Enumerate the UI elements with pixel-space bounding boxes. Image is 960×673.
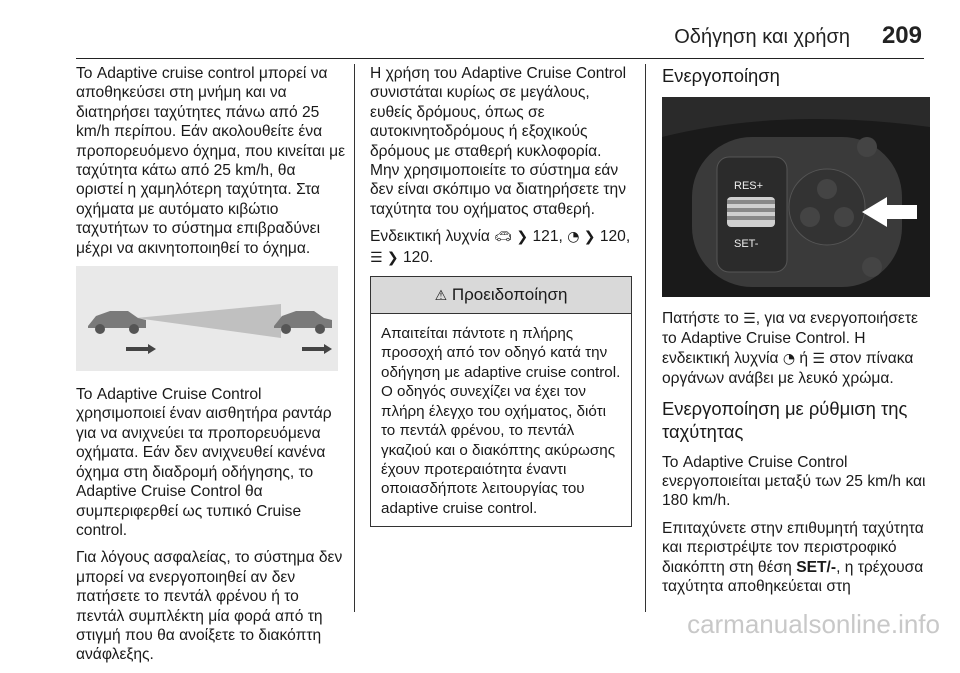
adaptive-cruise-button-icon: ☰	[743, 311, 756, 327]
paragraph: Η χρήση του Adaptive Cruise Control συνιστάται κυρίως σε μεγάλους, ευθείς δρόμους, όπως σε αυτοκινητοδρόμους ή εξοχικούς δρόμους με σταθερή κυκλοφορία. Μην χρησιμοποιείτε το σύστημα εάν δεν είναι σκόπιμο να διατηρήσετε την ταχύτητα του οχήματος σταθερή.	[370, 65, 627, 218]
warning-header: ⚠ Προειδοποίηση	[371, 277, 631, 314]
page-number: 209	[881, 22, 922, 49]
indicator-reference: Ενδεικτική λυχνία 🚗︎ ❯ 121, ◔ ❯ 120, ☰ ❯ 120.	[370, 228, 631, 266]
paragraph: Επιταχύνετε στην επιθυμητή ταχύτητα και περιστρέψτε τον περιστροφικό διακόπτη στη θέση SET/-, η τρέχουσα ταχύτητα αποθηκεύεται στη	[662, 519, 924, 596]
paragraph: Το Adaptive Cruise Control ενεργοποιείται μεταξύ των 25 km/h και 180 km/h.	[662, 453, 926, 510]
column-divider	[645, 64, 646, 612]
radar-car-diagram	[76, 266, 338, 371]
cruise-indicator-icon: ◔	[782, 350, 796, 367]
arrow-icon: ❯	[516, 229, 529, 246]
warning-text: Απαιτείται πάντοτε η πλήρης προσοχή από τον οδηγό κατά την οδήγηση με adaptive cruise control. Ο οδηγός συνεχίζει να έχει τον πλήρη έλεγχο του οχήματος, διότι το πεντάλ φρένου, το πεντάλ γκαζιού και ο διακόπτης ακύρωσης έχουν προτεραιότητα έναντι οποιασδήποτε λειτουργίας του adaptive cruise control.	[381, 325, 621, 517]
set-label: SET-	[734, 238, 759, 250]
section-heading: Ενεργοποίηση με ρύθμιση της ταχύτητας	[662, 397, 908, 442]
page-title: Οδήγηση και χρήση	[674, 26, 850, 48]
cruise-indicator-icon: ◔	[567, 229, 580, 246]
paragraph: Το Adaptive Cruise Control χρησιμοποιεί έναν αισθητήρα ραντάρ για να ανιχνεύει τα προπορευόμενα οχήματα. Εάν δεν ανιχνευθεί κανένα όχημα στη διαδρομή οδήγησης, το Adaptive Cruise Control θα συμπεριφερθεί ως τυπικό Cruise control.	[76, 386, 332, 539]
steering-wheel-controls-image	[662, 97, 930, 297]
paragraph: Πατήστε το ☰, για να ενεργοποιήσετε το Adaptive Cruise Control. Η ενδεικτική λυχνία ◔ ή ☰ στον πίνακα οργάνων ανάβει με λευκό χρώμα.	[662, 310, 918, 388]
column-right	[662, 64, 930, 604]
arrow-icon: ❯	[386, 249, 399, 266]
adaptive-cruise-icon: ☰	[812, 350, 825, 367]
paragraph: Το Adaptive cruise control μπορεί να αποθηκεύσει στη μνήμη και να διατηρήσει ταχύτητες πάνω από 25 km/h περίπου. Εάν ακολουθείτε ένα προπορευόμενο όχημα, που κινείται με ταχύτητα κάτω από 25 km/h, θα οριστεί η χαμηλότερη ταχύτητα. Στα οχήματα με αυτόματο κιβώτιο ταχυτήτων το σύστημα επιβραδύνει μέχρι να ακινητοποιηθεί το όχημα.	[76, 65, 346, 257]
radar-illustration	[76, 266, 338, 371]
arrow-icon: ❯	[583, 229, 596, 246]
steering-wheel-illustration	[662, 97, 930, 297]
column-divider	[354, 64, 355, 612]
watermark: carmanualsonline.info	[687, 609, 940, 639]
warning-box	[370, 276, 632, 527]
paragraph: Για λόγους ασφαλείας, το σύστημα δεν μπορεί να ενεργοποιηθεί αν δεν πατήσετε το πεντάλ φρένου ή το πεντάλ συμπλέκτη μία φορά από τη στιγμή που θα ανοίξετε το διακόπτη ανάφλεξης.	[76, 549, 343, 664]
page-header	[76, 18, 924, 59]
warning-triangle-icon: ⚠	[434, 288, 448, 305]
column-middle	[370, 64, 632, 527]
car-indicator-icon: 🚗︎	[494, 229, 513, 246]
adaptive-cruise-icon: ☰	[370, 249, 383, 266]
res-label: RES+	[734, 180, 764, 192]
section-heading: Ενεργοποίηση	[662, 65, 780, 86]
column-left	[76, 64, 346, 673]
